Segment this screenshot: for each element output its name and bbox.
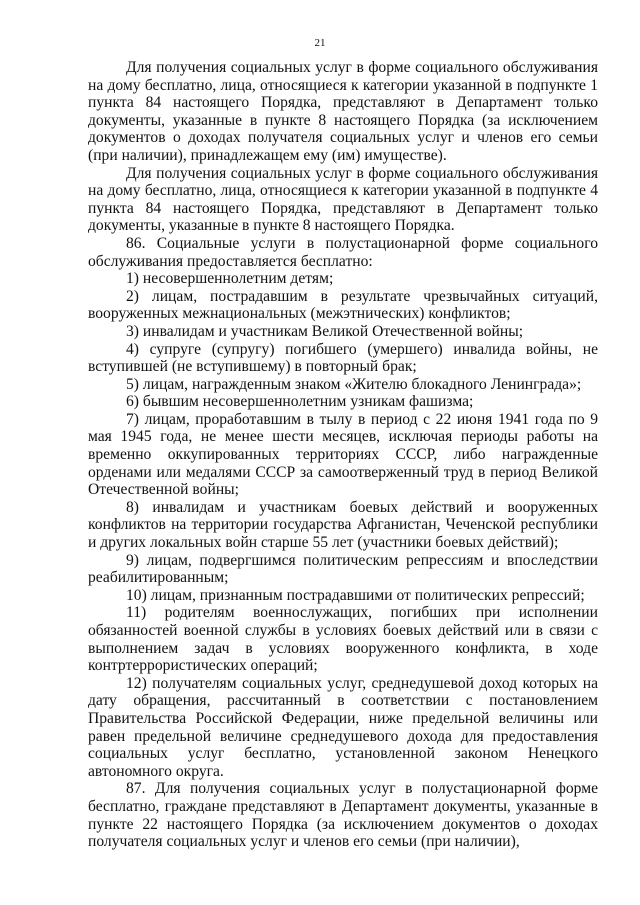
- list-item-6: 6) бывшим несовершеннолетним узникам фашизма;: [126, 393, 474, 411]
- list-item-4: 4) супруге (супругу) погибшего (умершего) инвалида войны, не вступившей (не вступившему) в повторный брак;: [88, 340, 598, 376]
- list-item-9: 9) лицам, подвергшимся политическим репрессиям и впоследствии реабилитированным;: [88, 551, 598, 587]
- list-item-10: 10) лицам, признанным пострадавшими от политических репрессий;: [126, 586, 585, 604]
- paragraph-access-home-care-subpoint-4: Для получения социальных услуг в форме социального обслуживания на дому бесплатно, лица, относящиеся к категории указанной в подпункте 4 пункта 84 настоящего Порядка, представляют в Департамент только документы, указанные в пункте 8 настоящего Порядка.: [88, 164, 598, 235]
- paragraph-access-home-care-subpoint-1: Для получения социальных услуг в форме социального обслуживания на дому бесплатно, лица, относящиеся к категории указанной в подпункте 1 пункта 84 настоящего Порядка, представляют в Департамент только документы, указанные в пункте 8 настоящего Порядка (за исключением документов о доходах получателя социальных услуг и членов его семьи (при наличии), принадлежащем ему (им) имуществе).: [88, 59, 598, 164]
- list-item-8: 8) инвалидам и участникам боевых действий и вооруженных конфликтов на территории государства Афганистан, Чеченской республики и других локальных войн старше 55 лет (участники боевых действий);: [88, 498, 598, 552]
- paragraph-clause-86: 86. Социальные услуги в полустационарной форме социального обслуживания предоставляется бесплатно:: [88, 234, 598, 270]
- paragraph-clause-87: 87. Для получения социальных услуг в полустационарной форме бесплатно, граждане представляют в Департамент документы, указанные в пункте 22 настоящего Порядка (за исключением документов о доходах получателя социальных услуг и членов его семьи (при наличии),: [88, 780, 598, 851]
- page-number: 21: [314, 37, 326, 49]
- list-item-12: 12) получателям социальных услуг, среднедушевой доход которых на дату обращения, рассчитанный в соответствии с постановлением Правительства Российской Федерации, ниже предельной величины или равен предельной величине среднедушевого дохода для предоставления социальных услуг бесплатно, установленной законом Ненецкого автономного округа.: [88, 674, 598, 780]
- list-item-7: 7) лицам, проработавшим в тылу в период с 22 июня 1941 года по 9 мая 1945 года, не менее шести месяцев, исключая периоды работы на временно оккупированных территориях СССР, либо награжденные орденами или медалями СССР за самоотверженный труд в период Великой Отечественной войны;: [88, 410, 598, 499]
- list-item-3: 3) инвалидам и участникам Великой Отечественной войны;: [126, 322, 524, 340]
- list-item-1: 1) несовершеннолетним детям;: [126, 270, 334, 288]
- document-body: [88, 59, 598, 851]
- list-item-11: 11) родителям военнослужащих, погибших при исполнении обязанностей военной службы в условиях боевых действий или в связи с выполнением задач в условиях вооруженного конфликта, в ходе контртеррористических операций;: [88, 604, 598, 675]
- list-item-2: 2) лицам, пострадавшим в результате чрезвычайных ситуаций, вооруженных межнациональных (межэтнических) конфликтов;: [88, 287, 598, 323]
- list-item-5: 5) лицам, награжденным знаком «Жителю блокадного Ленинграда»;: [126, 375, 582, 393]
